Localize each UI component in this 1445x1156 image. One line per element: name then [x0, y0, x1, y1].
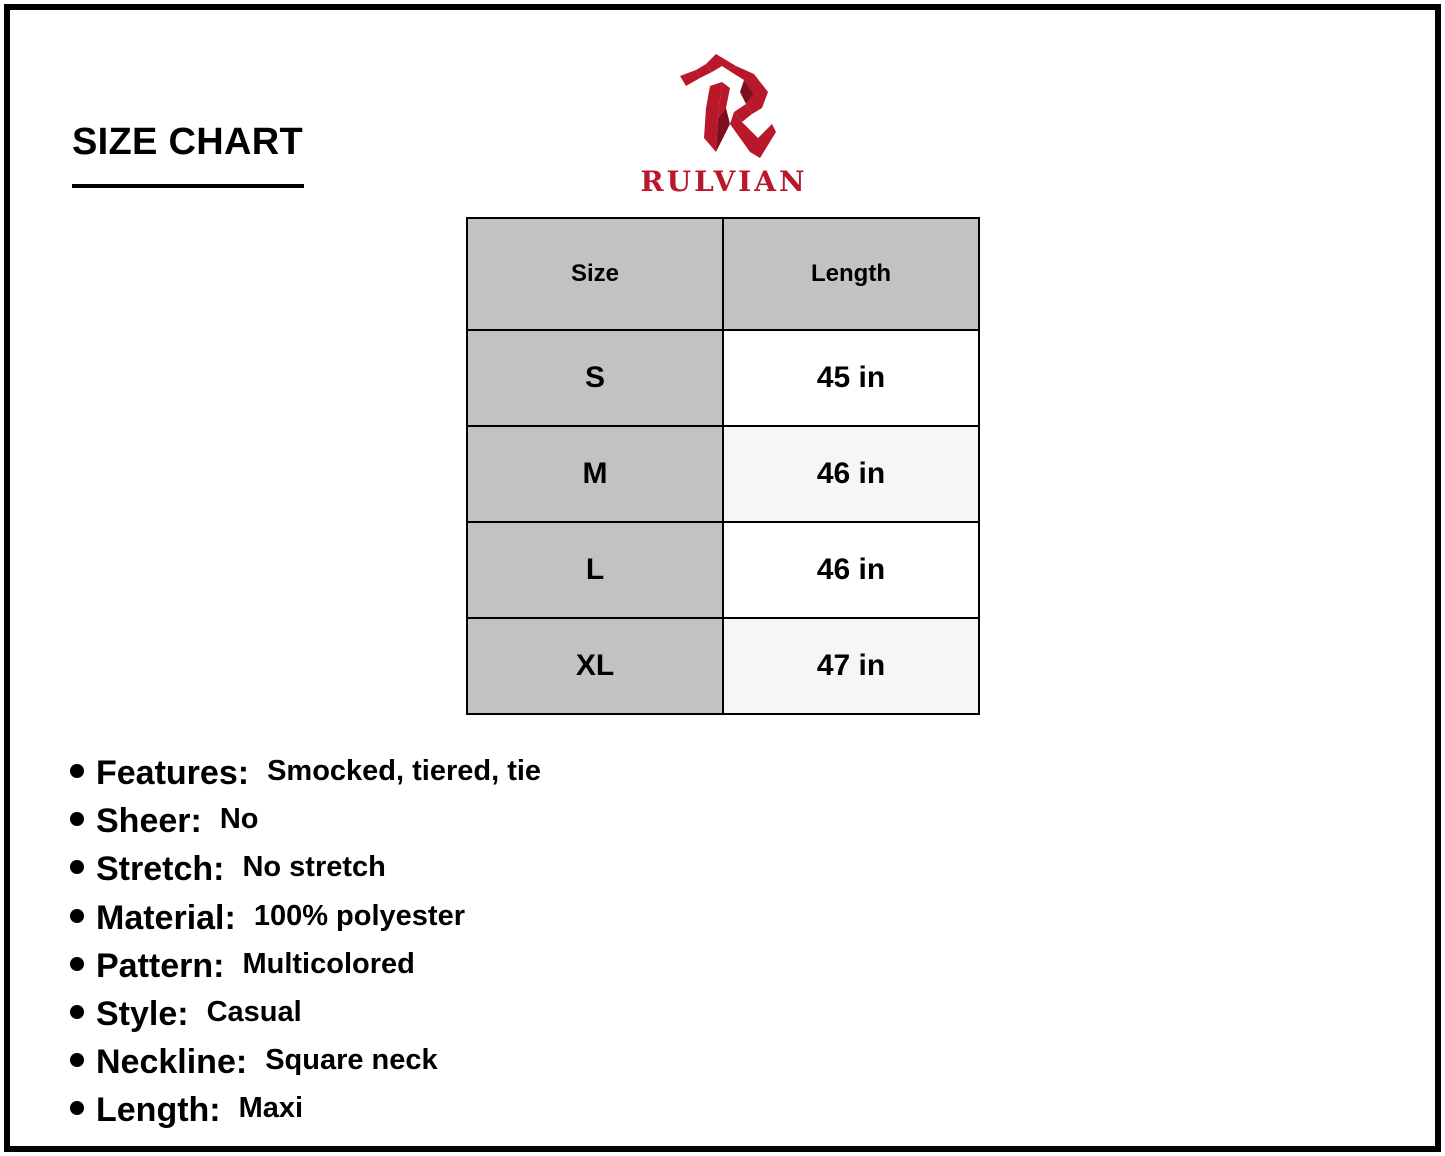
- brand-name: RULVIAN: [640, 165, 808, 198]
- column-header-size: Size: [467, 218, 723, 330]
- list-item: [70, 899, 541, 947]
- bullet-icon: [70, 1005, 84, 1019]
- table-row: [467, 618, 979, 714]
- feature-label: Features:: [96, 754, 250, 792]
- bullet-icon: [70, 812, 84, 826]
- feature-label: Material:: [96, 898, 236, 937]
- length-cell: 45 in: [723, 330, 979, 426]
- table-header-row: [467, 218, 979, 330]
- list-item: [70, 1043, 541, 1091]
- bullet-icon: [70, 1053, 84, 1067]
- bullet-icon: [70, 764, 84, 778]
- feature-label: Length:: [96, 1091, 221, 1130]
- table-row: [467, 522, 979, 618]
- title-underline: [72, 184, 304, 188]
- bullet-icon: [70, 1101, 84, 1115]
- brand-logo: [626, 52, 822, 202]
- feature-value: No: [219, 803, 259, 836]
- size-cell: XL: [467, 618, 723, 714]
- length-cell: 47 in: [723, 618, 979, 714]
- list-item: [70, 802, 541, 850]
- size-cell: S: [467, 330, 723, 426]
- feature-label: Neckline:: [96, 1043, 248, 1082]
- feature-list: [70, 754, 541, 1140]
- feature-label: Pattern:: [96, 946, 225, 985]
- list-item: [70, 754, 541, 802]
- bullet-icon: [70, 909, 84, 923]
- bullet-icon: [70, 860, 84, 874]
- page-title: SIZE CHART: [72, 121, 303, 163]
- list-item: [70, 947, 541, 995]
- feature-value: 100% polyester: [253, 899, 465, 932]
- list-item: [70, 995, 541, 1043]
- size-cell: L: [467, 522, 723, 618]
- feature-label: Style:: [96, 994, 189, 1033]
- feature-value: Smocked, tiered, tie: [267, 755, 542, 787]
- feature-value: No stretch: [242, 851, 386, 884]
- size-chart-table: [466, 217, 980, 715]
- table-row: [467, 330, 979, 426]
- feature-value: Multicolored: [242, 947, 415, 980]
- length-cell: 46 in: [723, 522, 979, 618]
- feature-value: Square neck: [265, 1044, 438, 1077]
- feature-value: Maxi: [238, 1092, 304, 1125]
- feature-value: Casual: [206, 995, 302, 1028]
- list-item: [70, 1091, 541, 1139]
- size-cell: M: [467, 426, 723, 522]
- rulvian-r-logo-icon: [676, 52, 776, 162]
- length-cell: 46 in: [723, 426, 979, 522]
- column-header-length: Length: [723, 218, 979, 330]
- feature-label: Stretch:: [96, 850, 225, 889]
- list-item: [70, 850, 541, 898]
- feature-label: Sheer:: [96, 802, 202, 841]
- bullet-icon: [70, 957, 84, 971]
- table-row: [467, 426, 979, 522]
